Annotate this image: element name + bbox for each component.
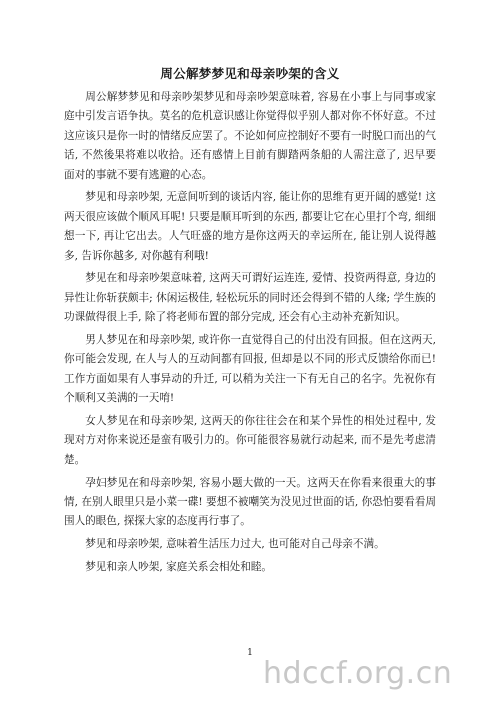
paragraph: 孕妇梦见在和母亲吵架, 容易小题大做的一天。这两天在你看来很重大的事情, 在别人眼里只是小菜一碟! 要想不被嘲笑为没见过世面的话, 你恐怕要看看周围人的眼色, 探探大家的态度再行事了。 — [64, 476, 436, 528]
paragraph: 梦见和母亲吵架, 意味着生活压力过大, 也可能对自己母亲不满。 — [85, 538, 385, 551]
paragraph: 梦见和母亲吵架, 无意间听到的谈话内容, 能让你的思维有更开阔的感觉! 这两天很应该做个顺风耳呢! 只要是顺耳听到的东西, 都要让它在心里打个弯, 细细想一下, 再让它出去。人气旺盛的地方是你这两天的幸运所在, 能让别人说得越多, 告诉你越多, 对你越有利哦! — [64, 191, 436, 262]
paragraph: 男人梦见在和母亲吵架, 或许你一直觉得自己的付出没有回报。但在这两天, 你可能会发现, 在人与人的互动间都有回报, 但却是以不同的形式反馈给你而已! 工作方面如果有人事异动的升迁, 可以稍为关注一下有无自己的名字。先祝你有个顺利又美满的一天唷! — [64, 334, 436, 405]
paragraph: 梦见和亲人吵架, 家庭关系会相处和睦。 — [85, 561, 273, 574]
site-watermark: hdccf.org.cn — [263, 656, 453, 691]
document-body — [64, 88, 436, 581]
paragraph: 梦见在和母亲吵架意味着, 这两天可谓好运连连, 爱情、投资两得意, 身边的异性让你斩获颇丰; 休闲运极佳, 轻松玩乐的同时还会得到不错的人缘; 学生族的功课做得很上手, 除了将老师布置的部分完成, 还会有心主动补充新知识。 — [64, 272, 436, 324]
document-title: 周公解梦梦见和母亲吵架的含义 — [160, 66, 340, 81]
paragraph: 周公解梦梦见和母亲吵架梦见和母亲吵架意味着, 容易在小事上与同事或家庭中引发言语争执。莫名的危机意识感让你觉得似乎别人都对你不怀好意。不过这应该只是你一时的情绪反应罢了。不论如何应控制好不要有一时脱口而出的气话, 不然後果将难以收拾。还有感情上目前有脚踏两条船的人需注意了, 迟早要面对的事就不要有逃避的心态。 — [64, 91, 436, 181]
paragraph: 女人梦见在和母亲吵架, 这两天的你往往会在和某个异性的相处过程中, 发现对方对你来说还是蛮有吸引力的。你可能很容易就行动起来, 而不是先考虑清楚。 — [64, 415, 436, 466]
page-number: 1 — [247, 648, 253, 658]
